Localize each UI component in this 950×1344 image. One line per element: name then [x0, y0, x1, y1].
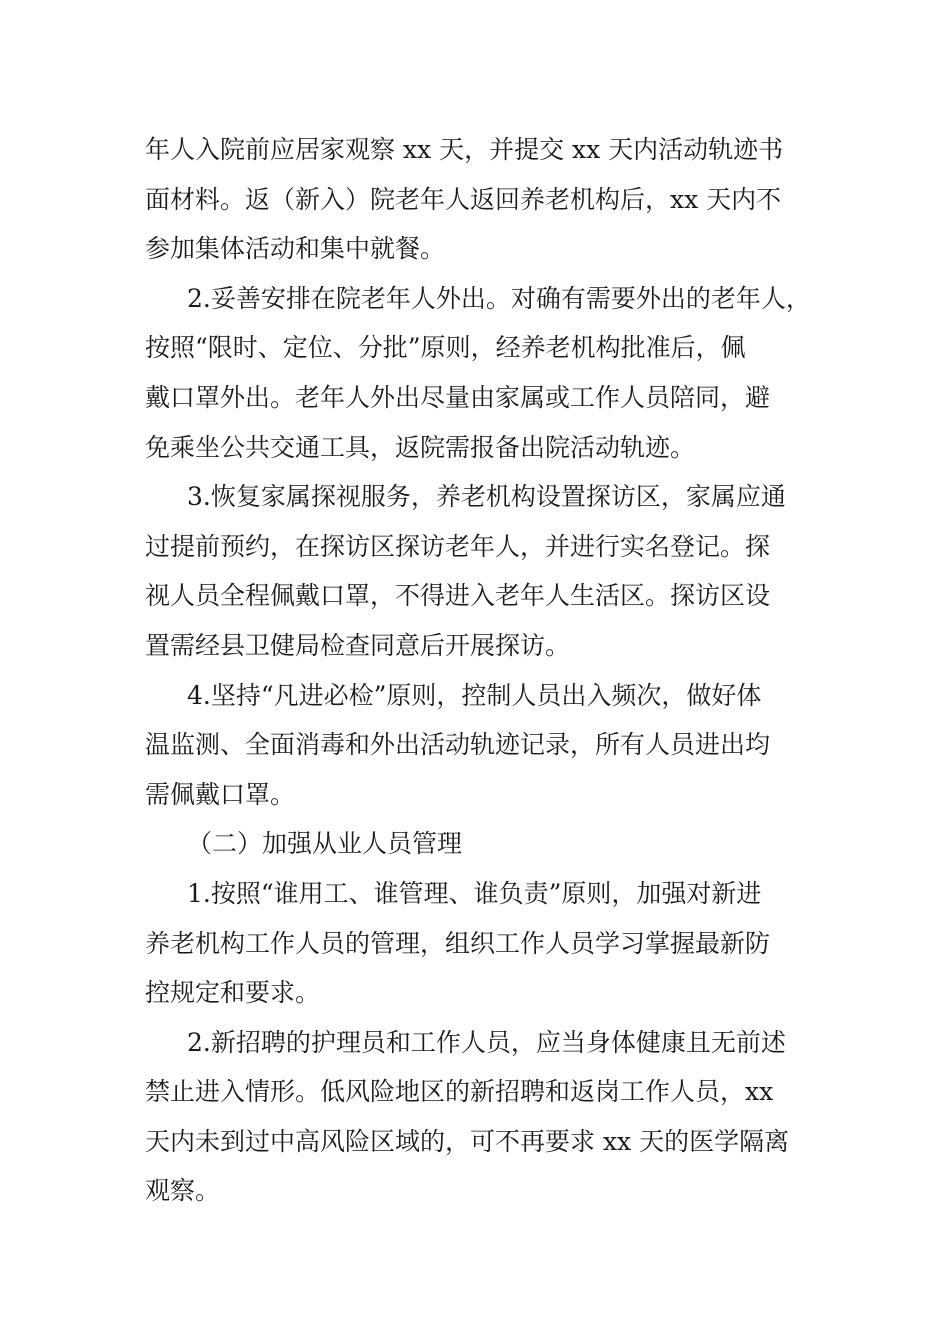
text-line: 视人员全程佩戴口罩，不得进入老年人生活区。探访区设 [145, 581, 771, 611]
paragraph-start-line: 2.新招聘的护理员和工作人员，应当身体健康且无前述 [187, 1027, 786, 1057]
paragraph-start-line: 4.坚持“凡进必检”原则，控制人员出入频次，做好体 [187, 680, 762, 710]
document-body [145, 125, 810, 1216]
text-line: 过提前预约，在探访区探访老年人，并进行实名登记。探 [145, 531, 771, 561]
text-line: 观察。 [145, 1176, 221, 1206]
paragraph-start-line: 1.按照“谁用工、谁管理、谁负责”原则，加强对新进 [187, 878, 762, 908]
text-line: 戴口罩外出。老年人外出尽量由家属或工作人员陪同，避 [145, 382, 771, 412]
section-heading: （二）加强从业人员管理 [187, 829, 463, 859]
text-line: 按照“限时、定位、分批”原则，经养老机构批准后，佩 [145, 333, 746, 363]
text-line: 需佩戴口罩。 [145, 779, 296, 809]
text-line: 参加集体活动和集中就餐。 [145, 234, 446, 264]
text-line: 免乘坐公共交通工具，返院需报备出院活动轨迹。 [145, 432, 696, 462]
paragraph-start-line: 3.恢复家属探视服务，养老机构设置探访区，家属应通 [187, 482, 786, 512]
paragraph-start-line: 2.妥善安排在院老年人外出。对确有需要外出的老年人， [187, 283, 811, 313]
text-line: 年人入院前应居家观察 xx 天，并提交 xx 天内活动轨迹书 [145, 135, 784, 164]
text-line: 禁止进入情形。低风险地区的新招聘和返岗工作人员，xx [145, 1077, 774, 1107]
text-line: 温监测、全面消毒和外出活动轨迹记录，所有人员进出均 [145, 730, 771, 760]
text-line: 养老机构工作人员的管理，组织工作人员学习掌握最新防 [145, 928, 771, 958]
text-line: 面材料。返（新入）院老年人返回养老机构后，xx 天内不 [145, 184, 782, 214]
text-line: 控规定和要求。 [145, 978, 321, 1008]
text-line: 天内未到过中高风险区域的，可不再要求 xx 天的医学隔离 [145, 1126, 790, 1156]
text-line: 置需经县卫健局检查同意后开展探访。 [145, 630, 571, 660]
